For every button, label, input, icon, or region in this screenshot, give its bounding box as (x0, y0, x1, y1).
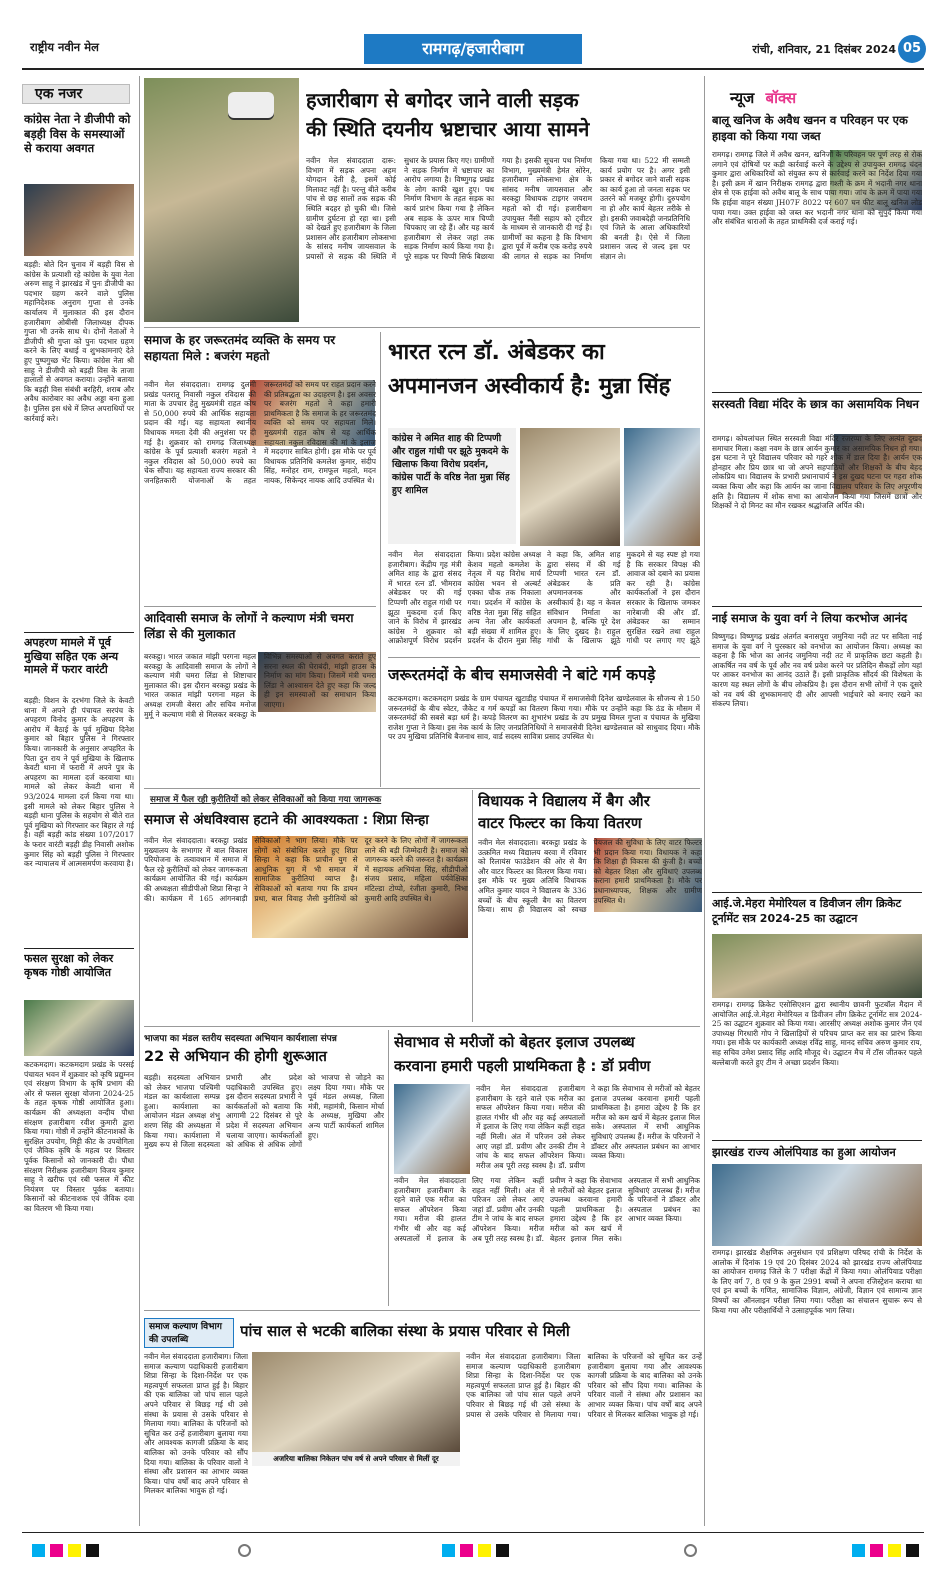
praveen-body-top: नवीन मेल संवाददाता हजारीबाग हजारीबाग के रहने वाले एक मरीज का सफल ऑपरेशन किया गया। मरीज की हालत गंभीर थी और वह कई अस्पतालों में इलाज के लिए गया लेकिन कहीं राहत नहीं मिली। अंत में परिजन उसे लेकर आए जहां डॉ. प्रवीण और उनकी टीम ने जांच के बाद सफल ऑपरेशन किया। मरीज अब पूरी तरह स्वस्थ है। डॉ. प्रवीण ने कहा कि सेवाभाव से मरीजों को बेहतर इलाज उपलब्ध करवाना हमारी पहली प्राथमिकता है। हमारा उद्देश्य है कि हर मरीज को कम खर्च में बेहतर इलाज मिल सके। अस्पताल में सभी आधुनिक सुविधाएं उपलब्ध हैं। मरीज के परिजनों ने डॉक्टर और अस्पताल प्रबंधन का आभार व्यक्त किया। (476, 1084, 700, 1170)
kambal-headline: जरूरतमंदों के बीच समाजसेवी ने बांटे गर्म कपड़े (388, 666, 656, 684)
ambedkar-body: नवीन मेल संवाददाता हजारीबाग। केंद्रीय गृह मंत्री अमित शाह के द्वारा संसद में भारत रत्न डॉ. भीमराव अंबेडकर पर की गई टिप्पणी और राहुल गांधी पर झूठा मुकदमा दर्ज किए जाने के विरोध में झारखंड कांग्रेस ने शुक्रवार को आक्रोशपूर्ण विरोध प्रदर्शन किया। प्रदेश कांग्रेस अध्यक्ष केशव महतो कमलेश के नेतृत्व में यह विरोध मार्च कांग्रेस भवन से अल्बर्ट एक्का चौक तक निकाला गया। प्रदर्शन में कांग्रेस के वरिष्ठ नेता मुन्ना सिंह सहित अन्य नेता और कार्यकर्ता बड़ी संख्या में शामिल हुए। प्रदर्शन के दौरान मुन्ना सिंह ने कहा कि, अमित शाह द्वारा संसद में की गई टिप्पणी भारत रत्न डॉ. अंबेडकर के प्रति अपमानजनक और अस्वीकार्य है। यह न केवल संविधान निर्माता का अपमान है, बल्कि पूरे देश के लिए दुखद है। राहुल गांधी के खिलाफ झूठे मुकदमे से यह स्पष्ट हो गया है कि सरकार विपक्ष की आवाज को दबाने का प्रयास कर रही है। कांग्रेस कार्यकर्ताओं ने इस दौरान सरकार के खिलाफ जमकर नारेबाजी की और डॉ. अंबेडकर का सम्मान सुरक्षित रखने तथा राहुल गांधी पर लगाए गए झूठे (388, 550, 700, 646)
news-box-divider-4 (712, 1140, 922, 1141)
registration-swatch-cyan-mid (442, 1544, 455, 1557)
news-box-s1-headline: बालू खनिज के अवैध खनन व परिवहन पर एक हाइवा को किया गया जब्त (712, 113, 908, 143)
praveen-body: नवीन मेल संवाददाता हजारीबाग हजारीबाग के रहने वाले एक मरीज का सफल ऑपरेशन किया गया। मरीज की हालत गंभीर थी और वह कई अस्पतालों में इलाज के लिए गया लेकिन कहीं राहत नहीं मिली। अंत में परिजन उसे लेकर आए जहां डॉ. प्रवीण और उनकी टीम ने जांच के बाद सफल ऑपरेशन किया। मरीज अब पूरी तरह स्वस्थ है। डॉ. प्रवीण ने कहा कि सेवाभाव से मरीजों को बेहतर इलाज उपलब्ध करवाना हमारी पहली प्राथमिकता है। हमारा उद्देश्य है कि हर मरीज को कम खर्च में बेहतर इलाज मिल सके। अस्पताल में सभी आधुनिक सुविधाएं उपलब्ध हैं। मरीज के परिजनों ने डॉक्टर और अस्पताल प्रबंधन का आभार व्यक्त किया। (394, 1176, 700, 1243)
news-box-s5-body: रामगढ़। झारखंड शैक्षणिक अनुसंधान एवं प्रशिक्षण परिषद रांची के निर्देश के आलोक में दिनांक 19 एवं 20 दिसंबर 2024 को झारखंड राज्य ओलंपियाड का आयोजन रामगढ़ जिले के 7 परीक्षा केंद्रों में किया गया। ओलंपियाड परीक्षा के लिए वर्ग 7, 8 एवं 9 के कुल 2991 बच्चों ने अपना रजिस्ट्रेशन कराया था एवं इन बच्चों के गणित, सामाजिक विज्ञान, अंग्रेजी, विज्ञान एवं सामान्य ज्ञान विषयों का ऑनलाइन परीक्षा लिया गया। परीक्षा का संचालन सुचारू रूप से किया गया और परीक्षार्थियों ने उत्साहपूर्वक भाग लिया। (712, 1248, 922, 1315)
balika-body-left: नवीन मेल संवाददाता हजारीबाग। जिला समाज कल्याण पदाधिकारी हजारीबाग शिप्रा सिन्हा के दिशा-निर्देश पर एक महत्वपूर्ण सफलता प्राप्त हुई है। बिहार की एक बालिका जो पांच साल पहले अपने परिवार से बिछड़ गई थी उसे संस्था के प्रयास से उसके परिवार से मिलाया गया। बालिका के परिजनों को सूचित कर उन्हें हजारीबाग बुलाया गया और आवश्यक कागजी प्रक्रिया के बाद बालिका को उनके परिवार को सौंप दिया गया। बालिका के परिवार वालों ने संस्था और प्रशासन का आभार व्यक्त किया। पांच वर्षों बाद अपने परिवार से मिलकर बालिका भावुक हो गई। (144, 1352, 248, 1496)
car-shape (228, 92, 274, 118)
news-box-s2-body: रामगढ़। कोयलांचल स्थित सरस्वती विद्या मंदिर रजरप्पा के लिए अत्यंत दुखद समाचार मिला। कक्षा नवम के छात्र आर्यन कुमार का असामयिक निधन हो गया। इस घटना ने पूरे विद्यालय परिवार को गहरे शोक में डाल दिया है। आर्यन एक होनहार और प्रिय छात्र था जो अपने सहपाठियों और शिक्षकों के बीच बेहद लोकप्रिय था। विद्यालय के प्रभारी प्रधानाचार्य ने इस दुखद घटना पर गहरा शोक व्यक्त किया और कहा कि आर्यन का जाना विद्यालय परिवार के लिए अपूरणीय क्षति है। विद्यालय में शोक सभा का आयोजन किया गया जिसमें छात्रों और शिक्षकों ने दो मिनट का मौन रखकर श्रद्धांजलि अर्पित की। (712, 434, 922, 511)
ambedkar-photo-2 (624, 428, 700, 546)
news-box-divider-2 (712, 606, 922, 607)
ek-nazar-label: एक नजर (22, 84, 130, 104)
balika-headline: पांच साल से भटकी बालिका संस्था के प्रयास परिवार से मिली (240, 1322, 570, 1340)
section-banner: रामगढ़/हजारीबाग (364, 34, 582, 64)
ambedkar-bottom-rule (388, 657, 700, 658)
news-box-s4-headline: आई.जे.मेहरा मेमोरियल व डिवीजन लीग क्रिकेट टूर्नामेंट सत्र 2024-25 का उद्घाटन (712, 897, 902, 925)
ek-nazar-divider-1 (24, 632, 134, 633)
bjp-body: बड़ही। सदस्यता अभियान को लेकर भाजपा पश्चिमी मंडल का कार्यशाला सम्पन्न हुआ। कार्यशाला का आयोजन मंडल अध्यक्ष शंभु शरण सिंह की अध्यक्षता में किया गया। कार्यशाला में मुख्य रूप से जिला सदस्यता प्रभारी और प्रदेश पदाधिकारी उपस्थित हुए। इस दौरान सदस्यता प्रभारी ने कार्यकर्ताओं को बताया कि आगामी 22 दिसंबर से पूरे प्रदेश में सदस्यता अभियान चलाया जाएगा। कार्यकर्ताओं को अधिक से अधिक लोगों को भाजपा से जोड़ने का लक्ष्य दिया गया। मौके पर पूर्व मंडल अध्यक्ष, जिला मंत्री, महामंत्री, किसान मोर्चा के अध्यक्ष, मुखिया और अन्य पार्टी कार्यकर्ता शामिल हुए। (144, 1073, 384, 1150)
news-box-divider-3 (712, 892, 922, 893)
vidhayak-body: नवीन मेल संवाददाता। बरकट्ठा प्रखंड के उत्क्रमित मध्य विद्यालय बरवा में रविवार को रिलायंस फाउंडेशन की ओर से बैग और वाटर फिल्टर का वितरण किया गया। इस मौके पर मुख्य अतिथि विधायक अमित कुमार यादव ने विद्यालय के 336 बच्चों के बीच स्कूली बैग का वितरण किया। साथ ही विद्यालय को स्वच्छ पेयजल की सुविधा के लिए वाटर फिल्टर भी प्रदान किया गया। विधायक ने कहा कि शिक्षा ही विकास की कुंजी है। बच्चों को बेहतर शिक्षा और सुविधाएं उपलब्ध कराना हमारी प्राथमिकता है। मौके पर प्रधानाध्यापक, शिक्षक और ग्रामीण उपस्थित थे। (478, 838, 702, 915)
registration-mark-left (238, 1544, 251, 1557)
news-box-label: न्यूज बॉक्स (730, 89, 797, 107)
bjp-kicker: भाजपा का मंडल स्तरीय सदस्यता अभियान कार्यशाला संपन्न (144, 1034, 337, 1044)
ek-nazar-story3-headline: फसल सुरक्षा को लेकर कृषक गोष्ठी आयोजित (24, 952, 114, 979)
ek-nazar-story1-photo (24, 184, 134, 256)
bajrang-body: नवीन मेल संवाददाता। रामगढ़ दुलमी प्रखंड पतरातू निवासी नकुल रविदास की माता के उपचार हेतु मुख्यमंत्री राहत कोष से 50,000 रुपये की आर्थिक सहायता प्रदान की गई। यह सहायता स्थानीय विधायक ममता देवी की अनुशंसा पर दी गई है। शुक्रवार को रामगढ़ जिलाध्यक्ष कांग्रेस के पूर्व प्रत्याशी बजरंग महतो ने नकुल रविदास को 50,000 रुपये का चेक सौंपा। यह सहायता राज्य सरकार की जनहितकारी योजनाओं के तहत जरूरतमंदों को समय पर राहत प्रदान करने की प्रतिबद्धता का उदाहरण है। इस अवसर पर बजरंग महतो ने कहा हमारी प्राथमिकता है कि समाज के हर जरूरतमंद व्यक्ति को समय पर सहायता मिले। मुख्यमंत्री राहत कोष से यह आर्थिक सहायता नकुल रविदास की मां के इलाज में मददगार साबित होगी। इस मौके पर पूर्व विधायक प्रतिनिधि कमलेश कुमार, संदीप सिंह, मनोहर राम, रामफूल महतो, मदन नायक, सिकेन्दर नायक आदि उपस्थित थे। (144, 380, 376, 485)
registration-swatch-cyan (32, 1544, 45, 1557)
praveen-patient-photo (394, 1084, 470, 1174)
sinha-body: नवीन मेल संवाददाता। बरकट्ठा प्रखंड मुख्यालय के सभागार में बाल विकास परियोजना के तत्वावधान में समाज में फैल रहे कुरीतियों को लेकर जागरूकता कार्यक्रम आयोजित की गई। कार्यक्रम की अध्यक्षता सीडीपीओ शिप्रा सिन्हा ने की। कार्यक्रम में 165 आंगनबाड़ी सेविकाओं ने भाग लिया। मौके पर लोगों को संबोधित करते हुए शिप्रा सिन्हा ने कहा कि प्राचीन युग से आधुनिक युग में भी समाज में सामाजिक कुरीतियां व्याप्त है। सेविकाओं को बताया गया कि डायन प्रथा, बाल विवाह जैसी कुरीतियों को दूर करने के लिए लोगों में जागरूकता लाने की बड़ी जिम्मेदारी है। समाज को जागरूक करने की जरूरत है। कार्यक्रम में सहायक अभियंता सिंह, सीडीपीओ संजय प्रसाद, महिला पर्यवेक्षिका मंटिल्डा टोप्पो, रंजीता कुमारी, निभा कुमारी आदि उपस्थित थे। (144, 836, 468, 903)
sinha-vidhayak-rule (472, 790, 473, 1022)
balika-caption: अजरिया बालिका निकेतन पांच वर्ष से अपने परिवार से मिलीं दूर (252, 1452, 460, 1466)
ek-nazar-story2-body: बड़ही: विशन के दरभंगा जिले के केवटी थाना में अपने ही पंचायत सरपंच के अपहरण विनोद कुमार के अपहरण के आरोप में बैठाई के पूर्व मुखिया दिनेश कुमार को बिहार पुलिस ने गिरफ्तार किया। जानकारी के अनुसार अपहरित के पिता दुन राय ने पूर्व मुखिया के खिलाफ केवटी थाना में फरारी में अपने पुत्र के अपहरण का मामला दर्ज करवाया था। मामले को लेकर केवटी थाना में 93/2024 मामला दर्ज किया गया था। इसी मामले को लेकर बिहार पुलिस ने बड़ही थाना पुलिस के सहयोग से बीते रात पूर्व मुखिया को गिरफ्तार कर बिहार ले गई है। वहीं बड़ही कांड संख्या 107/2017 के फरार वारंटी बड़ही डीह निवासी अशोक कुमार सिंह को बड़ही पुलिस ने गिरफ्तार कर न्यायालय में आत्मसमर्पण करवाया है। (24, 696, 134, 869)
lead-headline: हजारीबाग से बगोदर जाने वाली सड़क की स्थिति दयनीय भ्रष्टाचार आया सामने (306, 88, 590, 141)
registration-swatch-magenta (50, 1544, 63, 1557)
mid-column-rule (380, 332, 381, 787)
lower-section-rule (144, 1026, 700, 1027)
registration-swatch-black-right (906, 1544, 919, 1557)
balika-body-right: नवीन मेल संवाददाता हजारीबाग। जिला समाज कल्याण पदाधिकारी हजारीबाग शिप्रा सिन्हा के दिशा-निर्देश पर एक महत्वपूर्ण सफलता प्राप्त हुई है। बिहार की एक बालिका जो पांच साल पहले अपने परिवार से बिछड़ गई थी उसे संस्था के प्रयास से उसके परिवार से मिलाया गया। बालिका के परिजनों को सूचित कर उन्हें हजारीबाग बुलाया गया और आवश्यक कागजी प्रक्रिया के बाद बालिका को उनके परिवार को सौंप दिया गया। बालिका के परिवार वालों ने संस्था और प्रशासन का आभार व्यक्त किया। पांच वर्षों बाद अपने परिवार से मिलकर बालिका भावुक हो गई। (466, 1352, 702, 1419)
sinha-headline: समाज से अंधविश्वास हटाने की आवश्यकता : शिप्रा सिन्हा (144, 812, 429, 828)
bajrang-headline: समाज के हर जरूरतमंद व्यक्ति के समय पर सहायता मिले : बजरंग महतो (144, 333, 336, 363)
ek-nazar-story2-headline: अपहरण मामले में पूर्व मुखिया सहित एक अन्य मामले में फरार वारंटी (24, 636, 119, 676)
ambedkar-photo-1 (520, 428, 620, 546)
bjp-praveen-rule (388, 1030, 389, 1306)
bajrang-bottom-rule (144, 606, 376, 607)
sinha-kicker: समाज में फैल रही कुरीतियों को लेकर सेविकाओं को किया गया जागरूक (150, 795, 382, 805)
ambedkar-headline: भारत रत्न डॉ. अंबेडकर का अपमानजन अस्वीकार्य है: मुन्ना सिंह (388, 340, 671, 399)
registration-swatch-magenta-mid (460, 1544, 473, 1557)
masthead (22, 34, 924, 64)
registration-swatch-yellow (68, 1544, 81, 1557)
registration-swatch-yellow-mid (478, 1544, 491, 1557)
bjp-headline: 22 से अभियान की होगी शुरूआत (144, 1049, 327, 1065)
news-box-s2-headline: सरस्वती विद्या मंदिर के छात्र का असामयिक निधन (712, 397, 919, 411)
registration-swatch-black (86, 1544, 99, 1557)
news-box-s3-body: विष्णुगढ़। विष्णुगढ़ प्रखंड अंतर्गत बनासपुरा जमुनिया नदी तट पर सविता नाई समाज के युवा वर्ग ने पुरस्कार को वनभोज का आयोजन किया। अध्यक्ष का कहना है कि भोज का आनंद जमुनिया नदी तट में प्राकृतिक छटा कहती है। आकर्षित नव वर्ष के पूर्व और नव वर्ष प्रवेश करने पर प्रतिदिन सैकड़ों लोग यहां पर आकर वनभोज का आनंद उठाते हैं। इसी प्राकृतिक सौंदर्य की विशेषता के कारण यह स्थल लोगों के बीच लोकप्रिय है। इस दौरान सभी लोगों ने एक दूसरे को नव वर्ष की शुभकामनाएं दी और आपसी भाईचारे को बनाए रखने का संकल्प लिया। (712, 632, 922, 709)
left-column-rule (139, 76, 140, 1526)
news-box-s4-photo (712, 934, 922, 998)
dateline: रांची, शनिवार, 21 दिसंबर 2024 (752, 43, 896, 56)
footer-rule (22, 1532, 924, 1533)
ambedkar-deck: कांग्रेस ने अमित शाह की टिप्पणी और राहुल गांधी पर झूठे मुकदमे के खिलाफ किया विरोध प्रदर्शन, कांग्रेस पार्टी के वरिष्ठ नेता मुन्ना सिंह हुए शामिल (388, 428, 516, 544)
news-box-s3-headline: नाई समाज के युवा वर्ग ने लिया करभोज आनंद (712, 611, 908, 625)
page-number: 05 (898, 35, 926, 63)
lead-bottom-rule (144, 327, 700, 328)
balika-photo (252, 1352, 460, 1452)
mid-section-rule (144, 788, 700, 789)
vidhayak-headline: विधायक ने विद्यालय में बैग और वाटर फिल्टर का किया वितरण (478, 792, 650, 832)
registration-swatch-magenta-right (870, 1544, 883, 1557)
registration-swatch-black-mid (496, 1544, 509, 1557)
brand-logo: राष्ट्रीय नवीन मेल (30, 40, 99, 54)
registration-swatch-yellow-right (888, 1544, 901, 1557)
news-box-s5-headline: झारखंड राज्य ओलंपियाड का हुआ आयोजन (712, 1145, 896, 1159)
lead-road-photo (144, 78, 299, 322)
ek-nazar-story1-body: बड़ही: बोते दिन चुनाव में बड़ही विस से कांग्रेस के प्रत्याशी रहे कांग्रेस के युवा नेता अरुण साहू ने झारखंड में पुनः डीजीपी का पदभार ग्रहण करने वाले पुलिस महानिदेशक अनुराग गुप्ता से उनके कार्यालय में मुलाकात की इस दौरान हजारीबाग ओबीसी जिलाध्यक्ष दीपक गुप्ता भी उनके साथ थे। दोनों नेताओं ने डीजीपी श्री गुप्ता को पुनः पदभार ग्रहण करने के लिए बधाई व शुभकामनाएं देते हुए पुष्पगुच्छ भेंट किया। कांग्रेस नेता श्री साहू ने डीजीपी को बड़ही विस के ताजा हालातों से अवगत कराया। उन्होंने बताया कि बड़ही विस संबंधी बरहिरी, शराब और अवैध कारोबार का अवैध अड्डा बना हुआ है। पुलिस इस धंधे में लिप्त अपराधियों पर कार्रवाई करे। (24, 260, 134, 423)
ek-nazar-story1-headline: कांग्रेस नेता ने डीजीपी को बड़ही विस के समस्याओं से कराया अवगत (24, 112, 131, 155)
news-box-s4-body: रामगढ़। रामगढ़ क्रिकेट एसोसिएशन द्वारा स्थानीय छावनी फुटबॉल मैदान में आयोजित आई.जे.मेहरा मेमोरियल व डिवीजन लीग क्रिकेट टूर्नामेंट सत्र 2024-25 का उद्घाटन शुक्रवार को किया गया। आरसीए अध्यक्ष अशोक कुमार जैन एवं उपाध्यक्ष गिरधारी गोप ने खिलाड़ियों से परिचय प्राप्त कर सत्र का प्रारंभ किया गया। इस मौके पर कार्यकारी अध्यक्ष रविंद्र साहू, मानद सचिव अरुण कुमार राय, सह सचिव उमेश प्रसाद सिंह आदि मौजूद थे। उद्घाटन मैच में टॉस जीतकर पहले बल्लेबाजी करते हुए टीम ने अच्छा प्रदर्शन किया। (712, 1000, 922, 1067)
ek-nazar-story3-photo (24, 1000, 134, 1056)
ek-nazar-story3-body: कटकमदाग। कटकमदाग प्रखंड के परसई पंचायत भवन में शुक्रवार को कृषि प्रद्युम्नन एवं संरक्षण विभाग के कृषि प्रभाग की ओर से फसल सुरक्षा योजना 2024-25 के तहत कृषक गोष्ठी आयोजित हुआ। कार्यक्रम की अध्यक्षता वन्दीय पौधा संरक्षण हजारीबाग रवीश कुमारी द्वारा किया गया। गोष्ठी में उन्होंने कीटनाशकों के सुरक्षित उपयोग, मिट्टी कीट के उपयोगिता एवं जैविक कृषि के महत्व पर विस्तार पूर्वक किसानों को जानकारी दी। पौधा संरक्षण निरीक्षक हजारीबाग विजय कुमार साहू ने खरीफ एवं रबी फसल में कीट नियंत्रण पर विस्तार पूर्वक बताया। किसानों को कीटनाशक एवं जैविक दवा का वितरण भी किया गया। (24, 1060, 134, 1213)
praveen-headline: सेवाभाव से मरीजों को बेहतर इलाज उपलब्ध करवाना हमारी पहली प्राथमिकता है : डॉ प्रवीण (394, 1033, 651, 1075)
news-box-s1-body: रामगढ़। रामगढ़ जिले में अवैध खनन, खनिजों के परिवहन पर पूर्ण तरह से रोक लगाने एवं दोषियों पर कड़ी कार्रवाई करने के उद्देश्य से उपायुक्त रामगढ़ चंदन कुमार द्वारा अधिकारियों को संयुक्त रूप से कार्रवाई करने का निर्देश दिया गया है। इसी क्रम में खान निरीक्षक रामगढ़ द्वारा गश्ती के क्रम में भदानी नगर थाना क्षेत्र से एक हाईवा को अवैध बालू के साथ पाया गया। जांच के क्रम में पाया गया कि हाईवा वाहन संख्या JH07F 8022 पर 607 घन फीट बालू खनिज लोड पाया गया। उक्त हाईवा को जब्त कर भदानी नगर थाना को सुपुर्द किया गया और संबंधित धाराओं के तहत प्राथमिकी दर्ज कराई गई। (712, 150, 922, 227)
right-column-rule (704, 76, 705, 1526)
balika-kicker: समाज कल्याण विभाग की उपलब्धि (144, 1318, 234, 1348)
lead-body: नवीन मेल संवाददाता दारू: विभाग में सड़क अपना अहम योगदान देती है, इसमें कोई मिलावट नहीं है। परन्तु बीते करीब पांच से छह सालों तक सड़क की स्थिति बदहर हो चुकी थी। जिसे ग्रामीण दुर्घटना हो रहा था। इसी को देखते हुए हजारीबाग के जिला प्रशासन और हजारीबाग लोकसभा के सांसद मनीष जायसवाल के प्रयासों से सड़क की स्थिति में सुधार के प्रयास किए गए। ग्रामीणों ने सड़क निर्माण में भ्रष्टाचार का आरोप लगाया है। विष्णुगढ़ प्रखंड के लोग काफी खुश हुए। पथ निर्माण विभाग के तहत सड़क का कार्य प्रारंभ किया गया है लेकिन अब सड़क के ऊपर मात्र चिप्पी चिपकाए जा रहे हैं। और यह कार्य हजारीबाग से लेकर जहां तक सड़क निर्माण कार्य किया गया है। पूरे सड़क पर चिप्पी सिर्फ बिछाया गया है। इसकी सूचना पथ निर्माण विभाग, मुख्यमंत्री हेमंत सोरेन, हजारीबाग लोकसभा क्षेत्र के सांसद मनीष जायसवाल और बरकट्ठा विधायक टाइगर जयराम महतो को दी गई। हजारीबाग उपायुक्त नैंसी सहाय को ट्वीटर के माध्यम से जानकारी दी गई है। ग्रामीणों का कहना है कि विभाग द्वारा पूर्व में करीब एक करोड़ रुपये की लागत से सड़क का निर्माण किया गया था। 522 मी सम्मती कार्य प्रयोग पर है। अगर इसी प्रकार से बगोदर जाने वाली सड़क का कार्य हुआ तो जनता सड़क पर उतरने को मजबूर होगी। दुरुपयोग ना हो और कार्य बेहतर तरीके से हो। इसकी जवाबदेही जनप्रतिनिधि एवं जिले के आला अधिकारियों की बनती है। ऐसे में जिला प्रशासन जल्द से जल्द इस पर संज्ञान ले। (306, 156, 690, 261)
adivasi-body: बरकट्ठा। भारत जकात मांझी परगना महल बरकट्ठा के आदिवासी समाज के लोगों ने कल्याण मंत्री चमरा लिंडा से शिष्टाचार मुलाकात की। इस दौरान बरकट्ठा प्रखंड के भारत जकात मांझी परगना महल के अध्यक्ष रामजी बेसरा और सचिव मनोज मुर्मू ने कल्याण मंत्री से मिलकर बरकट्ठा के विभिन्न समस्याओं से अवगत कराते हुए सरना स्थल की घेराबंदी, मांझी हाउस के निर्माण का मांग किया। जिसमें मंत्री चमरा लिंडा ने आश्वासन देते हुए कहा कि जल्द ही इन समस्याओं का समाधान किया जाएगा। (144, 652, 376, 719)
print-color-bar (22, 1544, 924, 1560)
registration-mark-right (684, 1544, 697, 1557)
masthead-rule (22, 68, 924, 70)
news-box-s5-photo (712, 1164, 922, 1246)
ek-nazar-divider-2 (24, 948, 134, 949)
kambal-body: कटकमदाग। कटकमदाग प्रखंड के ग्राम पंचायत खुटाडीह पंचायत में समाजसेवी दिनेश खण्डेलवाल के सौजन्य से 150 जरूरतमंदों के बीच स्वेटर, जैकेट व गर्म कपड़ों का वितरण किया गया। मौके पर उन्होंने कहा कि ठंड के मौसम में जरूरतमंदों की सबसे बड़ा धर्म है। कपड़े वितरण का शुभारंभ प्रखंड के उप प्रमुख विमल गुप्ता व पंचायत के मुखिया राजेश गुप्ता ने किया। इस नेक कार्य के लिए जनप्रतिनिधियों ने समाजसेवी दिनेश खण्डेलवाल को साधुवाद दिया। मौके पर उप मुखिया प्रतिनिधि बैजनाथ साव, वार्ड सदस्य सावित्रा प्रसाद उपस्थित थे। (388, 694, 700, 742)
bottom-section-rule (144, 1310, 700, 1311)
news-box-divider-1 (712, 392, 922, 393)
registration-swatch-cyan-right (852, 1544, 865, 1557)
adivasi-headline: आदिवासी समाज के लोगों ने कल्याण मंत्री चमरा लिंडा से की मुलाकात (144, 611, 354, 641)
